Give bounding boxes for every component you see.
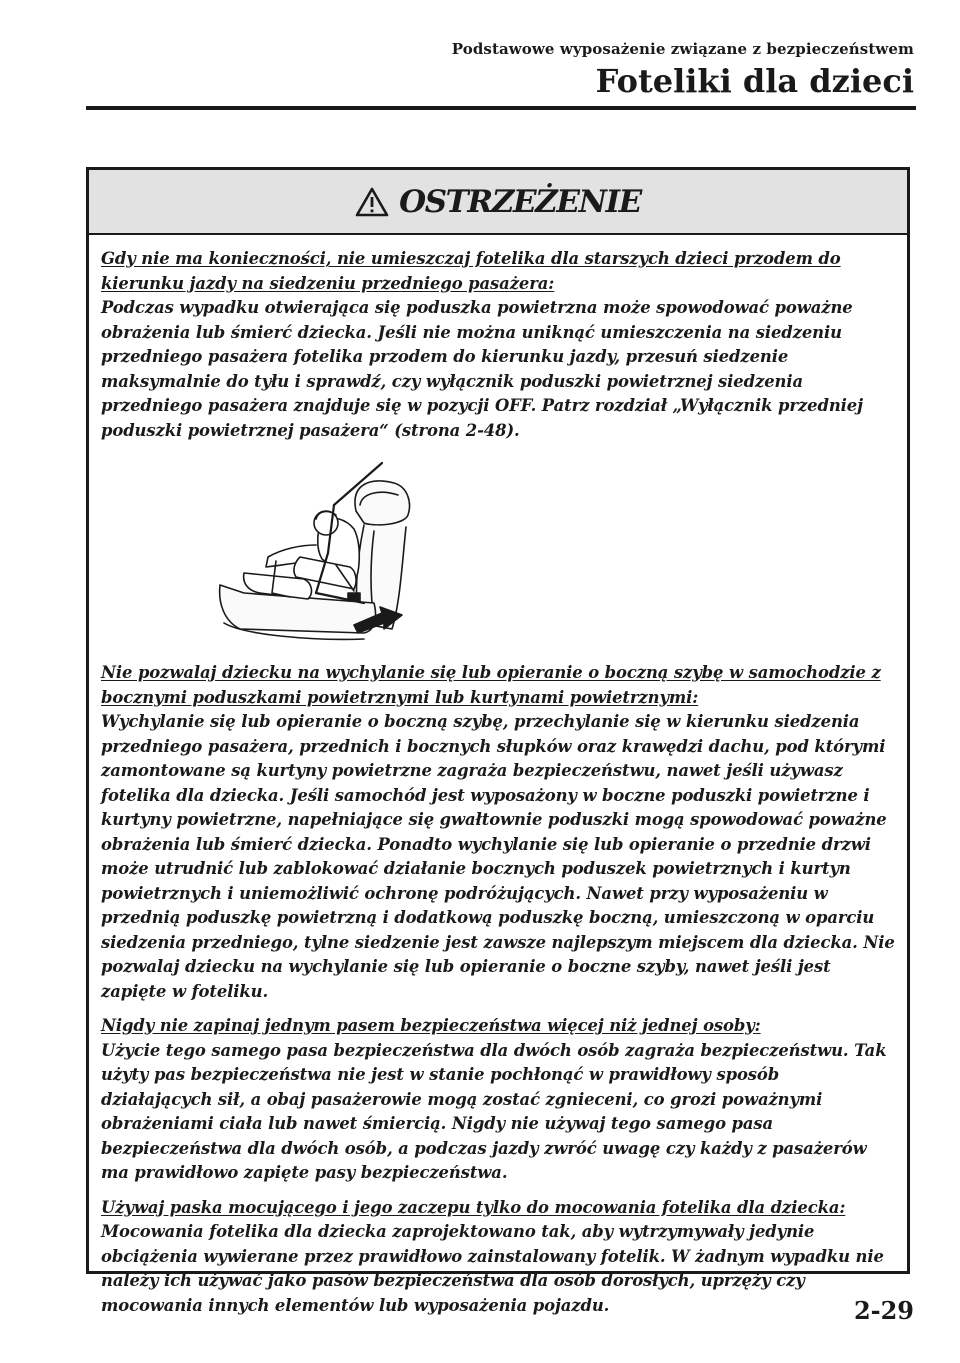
page-number: 2-29: [853, 1296, 914, 1325]
section-heading: Nie pozwalaj dziecku na wychylanie się lub opieranie o boczną szybę w samochodzie z bocznymi poduszkami powietrznymi lub kurtynami powietrznymi:: [101, 663, 881, 707]
warning-triangle-icon: [355, 187, 389, 217]
section-heading: Nigdy nie zapinaj jednym pasem bezpieczeństwa więcej niż jednej osoby:: [101, 1016, 761, 1035]
section-text: Podczas wypadku otwierająca się poduszka powietrzna może spowodować poważne obrażenia lub śmierć dziecka. Jeśli nie można uniknąć umieszczenia na siedzeniu przedniego pasażera fotelika przodem do kierunku jazdy, przesuń siedzenie maksymalnie do tyłu i sprawdź, czy wyłącznik poduszki powietrznej siedzenia przedniego pasażera znajduje się w pozycji OFF. Patrz rozdział „Wyłącznik przedniej poduszki powietrznej pasażera“ (strona 2-48).: [101, 298, 863, 440]
warning-section: [101, 661, 895, 1004]
section-text: Użycie tego samego pasa bezpieczeństwa dla dwóch osób zagraża bezpieczeństwu. Tak użyty pas bezpieczeństwa nie jest w stanie pochłonąć w prawidłowy sposób działających sił, a obaj pasażerowie mogą zostać zgnieceni, co grozi poważnymi obrażeniami ciała lub nawet śmiercią. Nigdy nie używaj tego samego pasa bezpieczeństwa dla dwóch osób, a podczas jazdy zwróć uwagę czy każdy z pasażerów ma prawidłowo zapięte pasy bezpieczeństwa.: [101, 1040, 887, 1182]
warning-section: [101, 247, 895, 443]
page-title: Foteliki dla dzieci: [595, 62, 914, 100]
warning-body: [89, 235, 907, 1318]
child-seat-figure: [101, 453, 895, 653]
section-heading: Używaj paska mocującego i jego zaczepu tylko do mocowania fotelika dla dziecka:: [101, 1197, 846, 1217]
chapter-subtitle: Podstawowe wyposażenie związane z bezpieczeństwem: [451, 40, 914, 58]
section-text: Wychylanie się lub opieranie o boczną szybę, przechylanie się w kierunku siedzenia przedniego pasażera, przednich i bocznych słupków oraz krawędzi dachu, pod którymi zamontowane są kurtyny powietrzne zagraża bezpieczeństwu, nawet jeśli używasz fotelika dla dziecka. Jeśli samochód jest wyposażony w boczne poduszki powietrzne i kurtyny powietrzne, napełniające się gwałtownie poduszki mogą spowodować poważne obrażenia lub śmierć dziecka. Ponadto wychylanie się lub opieranie o przednie drzwi może utrudnić lub zablokować działanie bocznych poduszek powietrznych i kurtyn powietrznych i uniemożliwić ochronę podróżujących. Nawet przy wyposażeniu w przednią poduszkę powietrzną i dodatkową poduszkę boczną, umieszczoną w oparciu siedzenia przedniego, tylne siedzenie jest zawsze najlepszym miejscem dla dziecka. Nie pozwalaj dziecku na wychylanie się lub opieranie o boczne szyby, nawet jeśli jest zapięte w foteliku.: [101, 712, 895, 1001]
warning-header: [89, 170, 907, 235]
section-heading: Gdy nie ma konieczności, nie umieszczaj fotelika dla starszych dzieci przodem do kierunku jazdy na siedzeniu przedniego pasażera:: [101, 249, 841, 293]
warning-section: [101, 1014, 895, 1186]
forward-facing-child-seat-illustration: [204, 453, 444, 653]
header-divider: [86, 106, 916, 110]
warning-title: OSTRZEŻENIE: [399, 183, 641, 220]
warning-section: [101, 1196, 895, 1319]
section-text: Mocowania fotelika dla dziecka zaprojektowano tak, aby wytrzymywały jedynie obciążenia wywierane przez prawidłowo zainstalowany fotelik. W żadnym wypadku nie należy ich używać jako pasów bezpieczeństwa dla osób dorosłych, uprzęży czy mocowania innych elementów lub wyposażenia pojazdu.: [101, 1222, 884, 1315]
